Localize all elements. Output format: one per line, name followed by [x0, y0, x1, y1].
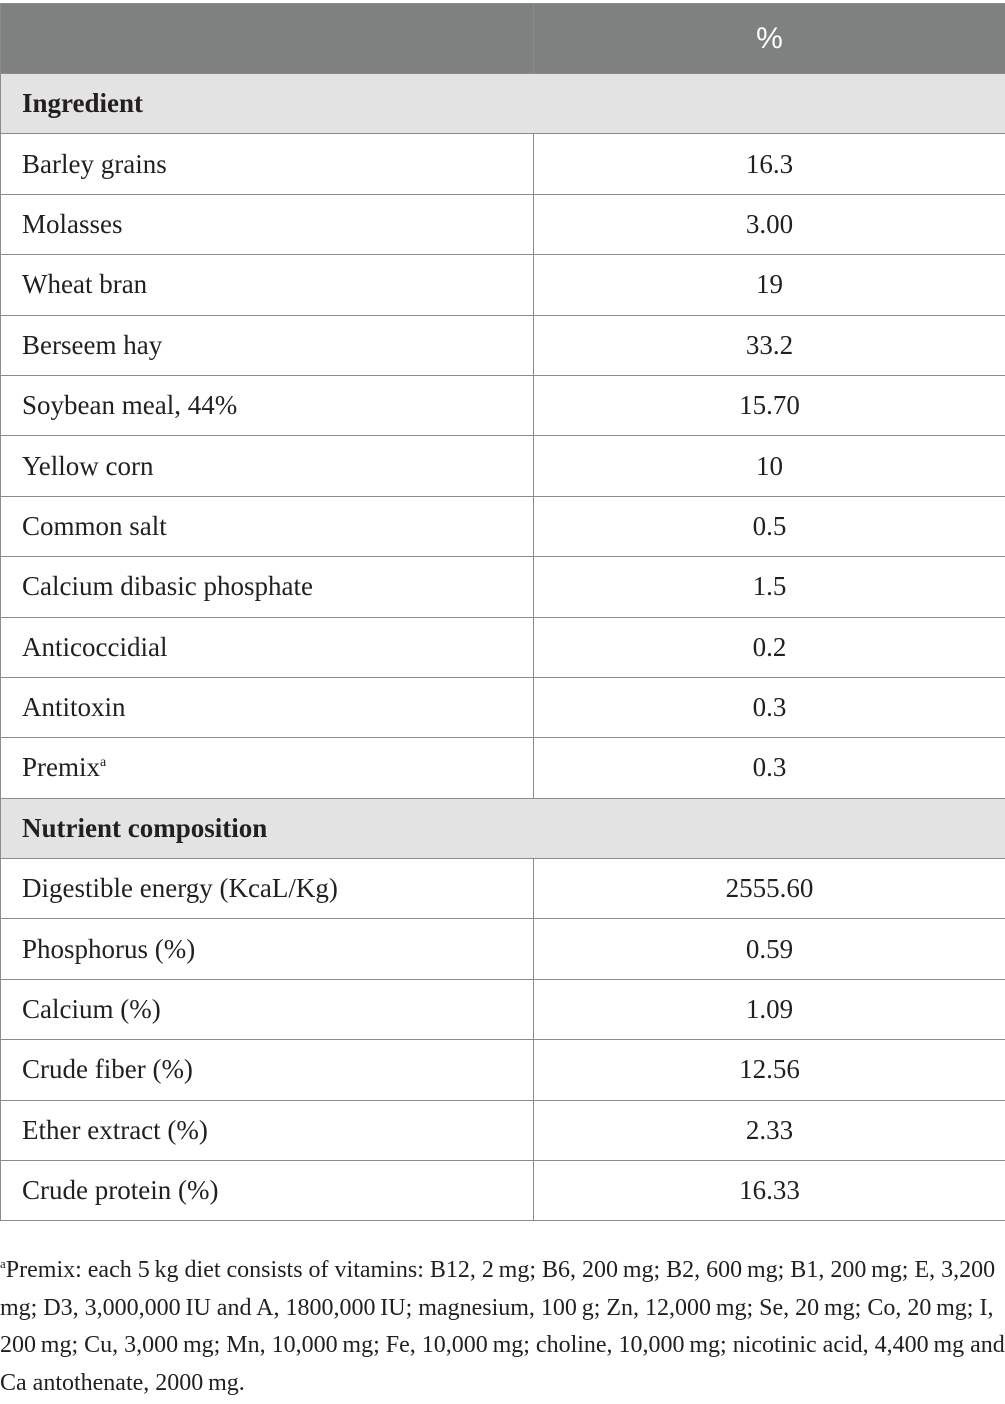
row-label-cell: [1, 557, 534, 617]
row-value-cell: 0.3: [534, 677, 1005, 737]
row-label: Berseem hay: [22, 329, 163, 360]
table-row: [1, 496, 1005, 556]
row-label: Molasses: [22, 208, 123, 239]
row-value-cell: 1.5: [534, 557, 1005, 617]
table-row: [1, 315, 1005, 375]
table-row: [1, 859, 1005, 919]
row-value-cell: 0.3: [534, 738, 1005, 798]
table-header-row: [1, 4, 1005, 74]
row-value-cell: 0.2: [534, 617, 1005, 677]
row-label: Antitoxin: [22, 692, 126, 723]
section-title: Ingredient: [1, 74, 1005, 134]
row-label: Soybean meal, 44%: [22, 390, 238, 421]
table-row: [1, 194, 1005, 254]
row-label-cell: [1, 677, 534, 737]
row-label-cell: [1, 859, 534, 919]
row-label-cell: [1, 1161, 534, 1221]
row-label-cell: [1, 919, 534, 979]
table-row: [1, 255, 1005, 315]
footnote-ref-marker: a: [100, 755, 107, 771]
table-row: [1, 1100, 1005, 1160]
table-row: [1, 919, 1005, 979]
row-label-cell: [1, 617, 534, 677]
table-row: [1, 134, 1005, 194]
row-label: Ether extract (%): [22, 1114, 208, 1145]
section-header-row: [1, 74, 1005, 134]
footnote-text: Premix: each 5 kg diet consists of vitamins: B12, 2 mg; B6, 200 mg; B2, 600 mg; B1, 200 mg; E, 3,200 mg; D3, 3,000,000 IU and A, 1800,000 IU; magnesium, 100 g; Zn, 12,000 mg; Se, 20 mg; Co, 20 mg; I, 200 mg; Cu, 3,000 mg; Mn, 10,000 mg; Fe, 10,000 mg; choline, 10,000 mg; nicotinic acid, 4,400 mg and Ca antothenate, 2000 mg.: [0, 1257, 1005, 1396]
row-value-cell: 3.00: [534, 194, 1005, 254]
row-label: Crude fiber (%): [22, 1054, 193, 1085]
row-value-cell: 2555.60: [534, 859, 1005, 919]
premix-footnote: [0, 1252, 1005, 1402]
row-label-cell: [1, 375, 534, 435]
section-header-row: [1, 798, 1005, 858]
row-label: Calcium dibasic phosphate: [22, 571, 313, 602]
table-row: [1, 557, 1005, 617]
row-label-cell: [1, 315, 534, 375]
row-label-cell: [1, 436, 534, 496]
row-label-cell: [1, 496, 534, 556]
section-title: Nutrient composition: [1, 798, 1005, 858]
row-value-cell: 19: [534, 255, 1005, 315]
row-label: Premix: [22, 752, 100, 783]
header-label-cell: [1, 4, 534, 74]
row-label: Digestible energy (KcaL/Kg): [22, 873, 338, 904]
table-row: [1, 1161, 1005, 1221]
row-label-cell: [1, 255, 534, 315]
row-label: Wheat bran: [22, 269, 148, 300]
row-label: Anticoccidial: [22, 631, 168, 662]
row-label-cell: [1, 194, 534, 254]
row-label-cell: [1, 1040, 534, 1100]
table-row: [1, 436, 1005, 496]
table-body: [1, 74, 1005, 1221]
row-value-cell: 2.33: [534, 1100, 1005, 1160]
row-value-cell: 33.2: [534, 315, 1005, 375]
diet-composition-table: [0, 3, 1005, 1221]
header-percent-cell: %: [534, 4, 1005, 74]
table-row: [1, 375, 1005, 435]
row-label: Crude protein (%): [22, 1175, 219, 1206]
row-value-cell: 10: [534, 436, 1005, 496]
table-row: [1, 677, 1005, 737]
row-value-cell: 16.33: [534, 1161, 1005, 1221]
table-row: [1, 617, 1005, 677]
row-label: Phosphorus (%): [22, 933, 196, 964]
row-label: Yellow corn: [22, 450, 154, 481]
row-label-cell: [1, 738, 534, 798]
row-label: Calcium (%): [22, 994, 161, 1025]
row-label-cell: [1, 1100, 534, 1160]
table-row: [1, 1040, 1005, 1100]
table-row: [1, 738, 1005, 798]
footnote-marker: a: [0, 1256, 6, 1271]
row-label-cell: [1, 134, 534, 194]
row-value-cell: 16.3: [534, 134, 1005, 194]
table-row: [1, 979, 1005, 1039]
row-value-cell: 12.56: [534, 1040, 1005, 1100]
row-value-cell: 15.70: [534, 375, 1005, 435]
row-value-cell: 0.5: [534, 496, 1005, 556]
row-value-cell: 1.09: [534, 979, 1005, 1039]
row-label: Barley grains: [22, 148, 167, 179]
row-value-cell: 0.59: [534, 919, 1005, 979]
row-label-cell: [1, 979, 534, 1039]
row-label: Common salt: [22, 510, 167, 541]
